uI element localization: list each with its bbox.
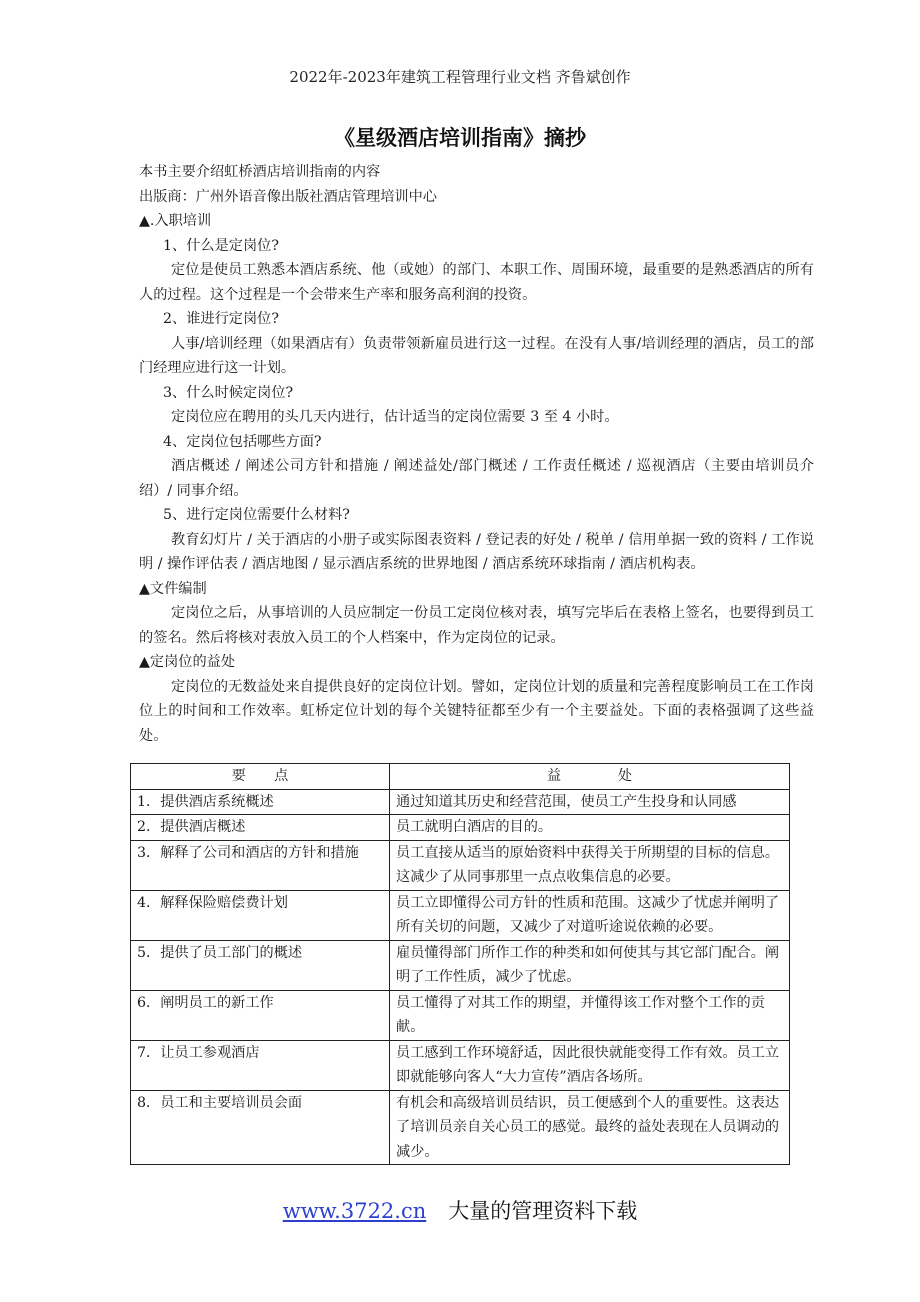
document-header: 2022年-2023年建筑工程管理行业文档 齐鲁斌创作 — [289, 68, 631, 86]
table-row — [131, 890, 790, 940]
key-point-cell: 7．让员工参观酒店 — [131, 1040, 390, 1090]
benefit-cell: 员工直接从适当的原始资料中获得关于所期望的目标的信息。这减少了从同事那里一点点收集信息的必要。 — [390, 840, 790, 890]
table-row — [131, 1090, 790, 1165]
table-row — [131, 840, 790, 890]
key-point-cell: 4．解释保险赔偿费计划 — [131, 890, 390, 940]
intro-line-1: 本书主要介绍虹桥酒店培训指南的内容 — [139, 164, 381, 180]
answer-1: 定位是使员工熟悉本酒店系统、他（或她）的部门、本职工作、周围环境，最重要的是熟悉酒店的所有人的过程。这个过程是一个会带来生产率和服务高利润的投资。 — [139, 262, 814, 303]
page-title: 《星级酒店培训指南》摘抄 — [334, 125, 586, 150]
table-header-row — [131, 764, 790, 790]
benefits-table — [130, 763, 790, 1165]
column-header-benefit: 益 处 — [390, 764, 790, 790]
table-row — [131, 990, 790, 1040]
question-2: 2、谁进行定岗位? — [163, 311, 279, 327]
footer-tagline: 大量的管理资料下载 — [448, 1199, 638, 1223]
benefit-cell: 通过知道其历史和经营范围，使员工产生投身和认同感 — [390, 789, 790, 815]
key-point-cell: 1．提供酒店系统概述 — [131, 789, 390, 815]
question-4: 4、定岗位包括哪些方面? — [163, 433, 322, 450]
benefit-cell: 雇员懂得部门所作工作的种类和如何使其与其它部门配合。阐明了工作性质，减少了忧虑。 — [390, 940, 790, 990]
question-1: 1、什么是定岗位? — [163, 237, 279, 254]
key-point-cell: 8．员工和主要培训员会面 — [131, 1090, 390, 1165]
answer-4: 酒店概述 / 阐述公司方针和措施 / 阐述益处/部门概述 / 工作责任概述 / 巡视酒店（主要由培训员介绍）/ 同事介绍。 — [139, 458, 814, 499]
benefit-cell: 员工就明白酒店的目的。 — [390, 815, 790, 841]
key-point-cell: 5．提供了员工部门的概述 — [131, 940, 390, 990]
filing-text: 定岗位之后，从事培训的人员应制定一份员工定岗位核对表，填写完毕后在表格上签名，也要得到员工的签名。然后将核对表放入员工的个人档案中，作为定岗位的记录。 — [139, 605, 814, 646]
answer-5: 教育幻灯片 / 关于酒店的小册子或实际图表资料 / 登记表的好处 / 税单 / 信用单据一致的资料 / 工作说明 / 操作评估表 / 酒店地图 / 显示酒店系统的世界地图 / 酒店系统环球指南 / 酒店机构表。 — [139, 531, 814, 572]
question-3: 3、什么时候定岗位? — [163, 384, 294, 401]
section-heading-filing: ▲文件编制 — [139, 580, 207, 597]
section-heading-benefits: ▲定岗位的益处 — [139, 654, 236, 670]
table-row — [131, 940, 790, 990]
key-point-cell: 3．解释了公司和酒店的方针和措施 — [131, 840, 390, 890]
answer-2: 人事/培训经理（如果酒店有）负责带领新雇员进行这一过程。在没有人事/培训经理的酒店，员工的部门经理应进行这一计划。 — [139, 335, 814, 376]
benefits-text: 定岗位的无数益处来自提供良好的定岗位计划。譬如，定岗位计划的质量和完善程度影响员工在工作岗位上的时间和工作效率。虹桥定位计划的每个关键特征都至少有一个主要益处。下面的表格强调了这些益处。 — [139, 678, 814, 744]
benefit-cell: 员工感到工作环境舒适，因此很快就能变得工作有效。员工立即就能够向客人“大力宣传”酒店各场所。 — [390, 1040, 790, 1090]
benefit-cell: 有机会和高级培训员结识，员工便感到个人的重要性。这表达了培训员亲自关心员工的感觉。最终的益处表现在人员调动的减少。 — [390, 1090, 790, 1165]
table-row — [131, 1040, 790, 1090]
document-body — [139, 160, 814, 748]
table-row — [131, 815, 790, 841]
website-link[interactable]: www.3722.cn — [282, 1199, 427, 1223]
benefit-cell: 员工立即懂得公司方针的性质和范围。这减少了忧虑并阐明了所有关切的问题，又减少了对道听途说依赖的必要。 — [390, 890, 790, 940]
footer — [0, 1195, 920, 1225]
intro-publisher: 出版商：广州外语音像出版社酒店管理培训中心 — [139, 188, 437, 205]
answer-3: 定岗位应在聘用的头几天内进行，估计适当的定岗位需要 3 至 4 小时。 — [171, 409, 619, 425]
benefit-cell: 员工懂得了对其工作的期望，并懂得该工作对整个工作的贡献。 — [390, 990, 790, 1040]
section-heading-onboarding: ▲.入职培训 — [139, 213, 212, 229]
key-point-cell: 2．提供酒店概述 — [131, 815, 390, 841]
question-5: 5、进行定岗位需要什么材料? — [163, 507, 350, 523]
column-header-key-point: 要 点 — [131, 764, 390, 790]
key-point-cell: 6．阐明员工的新工作 — [131, 990, 390, 1040]
table-row — [131, 789, 790, 815]
